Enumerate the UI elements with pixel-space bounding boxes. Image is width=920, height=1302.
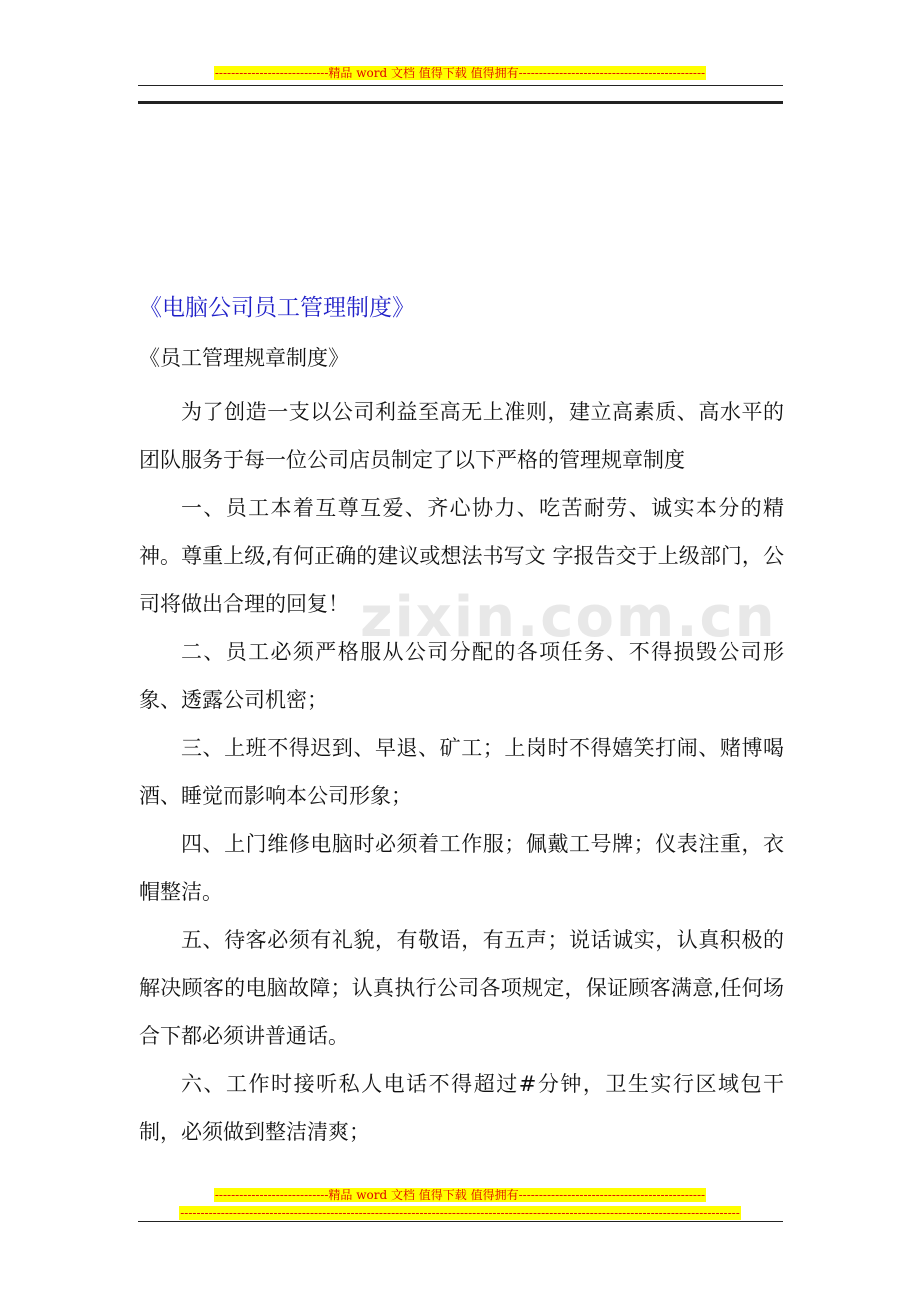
paragraph-rule-4: 四、上门维修电脑时必须着工作服；佩戴工号牌；仪表注重，衣帽整洁。 (139, 832, 784, 904)
watermark: zixin.com.cn (360, 585, 777, 650)
paragraph-rule-1: 一、员工本着互尊互爱、齐心协力、吃苦耐劳、诚实本分的精神。尊重上级,有何正确的建议或想法书写文 字报告交于上级部门，公司将做出合理的回复！ (139, 496, 784, 616)
header-rule-thick (138, 101, 783, 104)
header-banner-text: ----------------------------精品 word 文档 值得下载 值得拥有---------------------------------------------- (214, 66, 706, 80)
header-rule-thin (138, 85, 783, 86)
paragraph-rule-2: 二、员工必须严格服从公司分配的各项任务、不得损毁公司形象、透露公司机密； (139, 640, 784, 712)
document-body (139, 388, 784, 1156)
paragraph-rule-6: 六、工作时接听私人电话不得超过#分钟，卫生实行区域包干制，必须做到整洁清爽； (139, 1072, 784, 1144)
footer-dashes (0, 1206, 920, 1221)
document-subtitle: 《员工管理规章制度》 (139, 346, 349, 370)
footer-rule (138, 1221, 783, 1222)
footer-dashes-text: ------------------------------------------------------------------------------------------------------------------------------------------ (180, 1206, 740, 1220)
header-banner (0, 66, 920, 81)
footer-banner (0, 1188, 920, 1203)
document-title: 《电脑公司员工管理制度》 (139, 295, 415, 321)
paragraph-rule-5: 五、待客必须有礼貌，有敬语，有五声；说话诚实，认真积极的解决顾客的电脑故障；认真执行公司各项规定，保证顾客满意,任何场合下都必须讲普通话。 (139, 928, 784, 1048)
paragraph-rule-3: 三、上班不得迟到、早退、矿工；上岗时不得嬉笑打闹、赌博喝酒、睡觉而影响本公司形象； (139, 736, 784, 808)
footer-banner-text: ----------------------------精品 word 文档 值得下载 值得拥有---------------------------------------------- (214, 1188, 706, 1202)
paragraph-intro: 为了创造一支以公司利益至高无上准则，建立高素质、高水平的团队服务于每一位公司店员制定了以下严格的管理规章制度 (139, 400, 784, 472)
